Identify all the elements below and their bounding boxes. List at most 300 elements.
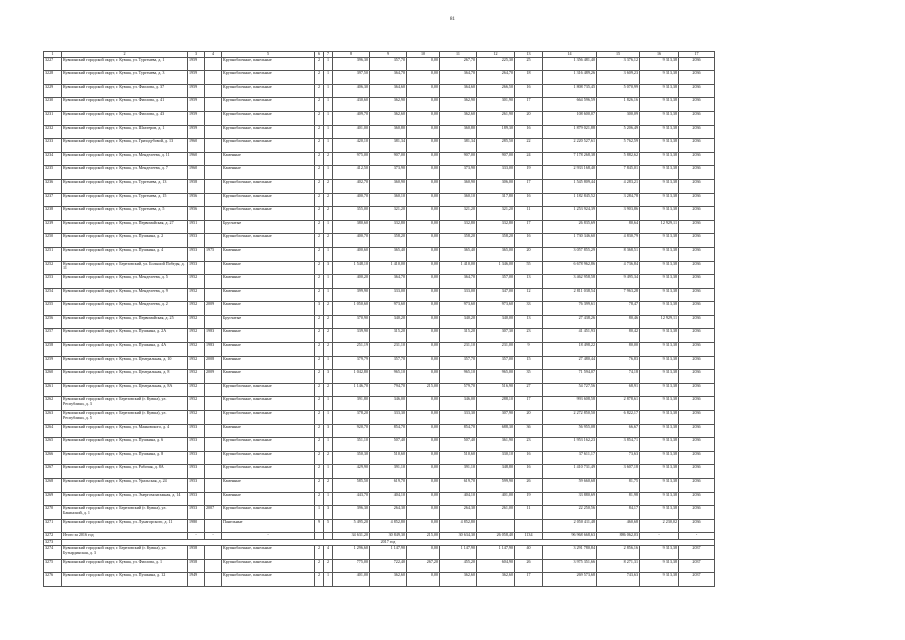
cell-t: 6 822,17	[597, 411, 640, 425]
cell-t: 76,83	[597, 356, 640, 370]
cell-t: 300,09	[597, 111, 640, 125]
cell-t: 84,17	[597, 506, 640, 520]
cell-e: 516,90	[477, 383, 515, 397]
cell-r: 13	[515, 315, 543, 329]
cell-r: 26	[515, 479, 543, 493]
cell-v: 2036	[679, 220, 715, 234]
cell-v: 2036	[679, 261, 715, 275]
cell-v: 2036	[679, 329, 715, 343]
table-row	[44, 84, 715, 98]
cell-n: 3265	[44, 438, 62, 452]
cell-y1: 1952	[188, 370, 205, 384]
cell-c: 0,00	[407, 451, 440, 465]
cell-e: 688,30	[477, 424, 515, 438]
cell-e: 285,50	[477, 139, 515, 153]
cell-en: 2	[324, 234, 333, 248]
cell-v: 2036	[679, 356, 715, 370]
total-cell-r: 1134	[515, 533, 543, 539]
cell-n: 3264	[44, 424, 62, 438]
cell-mat: Каменные	[222, 356, 315, 370]
cell-y2	[205, 220, 222, 234]
cell-a: 351,10	[333, 438, 370, 452]
cell-d: 907,00	[440, 152, 477, 166]
cell-b: 362,60	[370, 573, 407, 587]
cell-en: 1	[324, 125, 333, 139]
header-cell: 12	[477, 52, 515, 58]
cell-n: 3237	[44, 193, 62, 207]
cell-addr: Кувшинский городской округ, г. Кувша, ул. Менделеева, д. 7	[62, 166, 188, 180]
cell-n: 3258	[44, 343, 62, 357]
cell-e: 365,00	[477, 247, 515, 261]
cell-mat: Крупноблочные, панельные	[222, 193, 315, 207]
cell-fl: 2	[315, 207, 324, 221]
cell-v: 2037	[679, 573, 715, 587]
cell-t: 4 283,21	[597, 179, 640, 193]
cell-t: 74,18	[597, 370, 640, 384]
cell-t: 7 963,28	[597, 288, 640, 302]
cell-en: 1	[324, 411, 333, 425]
cell-c: 0,00	[407, 193, 440, 207]
cell-n: 3235	[44, 166, 62, 180]
header-cell: 2	[62, 52, 188, 58]
cell-v: 2036	[679, 84, 715, 98]
cell-d: 973,60	[440, 302, 477, 316]
cell-addr: Кувшинский городской округ, г. Кувша, ул. Пушкина, д. 4А	[62, 343, 188, 357]
cell-en: 2	[324, 559, 333, 573]
cell-r: 16	[515, 234, 543, 248]
cell-en: 2	[324, 193, 333, 207]
cell-e: 317,80	[477, 193, 515, 207]
cell-n: 3233	[44, 139, 62, 153]
cell-s: 1 356 481,40	[543, 57, 597, 71]
cell-y1: 1953	[188, 234, 205, 248]
cell-addr: Кувшинский городской округ, г. Кувша, ул. Первомайская, д. 27	[62, 220, 188, 234]
cell-a: 420,10	[333, 139, 370, 153]
cell-y1: 1959	[188, 71, 205, 85]
cell-e: 307,90	[477, 411, 515, 425]
cell-u: 9 313,38	[640, 479, 679, 493]
cell-en: 1	[324, 247, 333, 261]
cell-s: 3 291 780,84	[543, 546, 597, 560]
cell-a: 370,90	[333, 315, 370, 329]
cell-v: 2036	[679, 139, 715, 153]
cell-c: 0,00	[407, 179, 440, 193]
cell-a: 400,20	[333, 275, 370, 289]
cell-y1: 1956	[188, 193, 205, 207]
cell-a: 400,60	[333, 247, 370, 261]
cell-v: 2036	[679, 234, 715, 248]
cell-addr: Кувшинский городской округ, г. Кувша, ул. Менделеева, д. 5	[62, 275, 188, 289]
cell-d: 4 852,80	[440, 519, 477, 533]
cell-fl: 2	[315, 111, 324, 125]
cell-e: 599,90	[477, 479, 515, 493]
cell-addr: Кувшинский городской округ, г. Кувша, ул. Лунагорского, д. 11	[62, 519, 188, 533]
cell-s: 22 250,56	[543, 506, 597, 520]
cell-fl: 2	[315, 546, 324, 560]
cell-fl: 2	[315, 98, 324, 112]
cell-n: 3254	[44, 288, 62, 302]
cell-a: 399,90	[333, 288, 370, 302]
cell-s: 27 438,26	[543, 315, 597, 329]
cell-t: 5 882,62	[597, 152, 640, 166]
cell-fl: 2	[315, 84, 324, 98]
cell-a: 350,30	[333, 451, 370, 465]
table-row	[44, 139, 715, 153]
cell-y1: 1958	[188, 546, 205, 560]
cell-t: 743,63	[597, 573, 640, 587]
table-row	[44, 179, 715, 193]
cell-addr: Кувшинский городской округ, г. Березовский (г. Кувша), ул. Бутырдинская, д. 3	[62, 546, 188, 560]
table-row	[44, 370, 715, 384]
cell-y1: 1958	[188, 559, 205, 573]
cell-e: 357,00	[477, 275, 515, 289]
cell-d: 373,90	[440, 166, 477, 180]
cell-addr: Кувшинский городской округ, г. Березовский, ул. Большой Победы, д. 11	[62, 261, 188, 275]
cell-b: 4 852,80	[370, 519, 407, 533]
cell-en: 1	[324, 98, 333, 112]
cell-a: 412,50	[333, 166, 370, 180]
cell-c: 0,00	[407, 98, 440, 112]
cell-e: 261,00	[477, 506, 515, 520]
cell-fl: 9	[315, 519, 324, 533]
cell-b: 362,90	[370, 98, 407, 112]
cell-v: 2036	[679, 383, 715, 397]
cell-d: 362,90	[440, 98, 477, 112]
cell-a: 775,00	[333, 559, 370, 573]
cell-t: 66,67	[597, 424, 640, 438]
cell-a: 339,90	[333, 329, 370, 343]
cell-b: 332,80	[370, 220, 407, 234]
cell-v: 2036	[679, 247, 715, 261]
cell-v: 2036	[679, 179, 715, 193]
table-row	[44, 207, 715, 221]
year-section-label: 2017 год	[62, 539, 715, 545]
cell-a: 585,50	[333, 479, 370, 493]
cell-b: 340,20	[370, 315, 407, 329]
cell-y2	[205, 179, 222, 193]
cell-addr: Кувшинский городской округ, г. Кувша, ул. Пушкина, д. 4	[62, 247, 188, 261]
cell-en: 2	[324, 315, 333, 329]
cell-a: 430,60	[333, 98, 370, 112]
cell-c: 0,00	[407, 71, 440, 85]
cell-t: 3 376,12	[597, 57, 640, 71]
cell-fl: 2	[315, 370, 324, 384]
cell-t: 7 845,01	[597, 166, 640, 180]
cell-r: 19	[515, 166, 543, 180]
cell-v: 2036	[679, 479, 715, 493]
cell-v: 2036	[679, 465, 715, 479]
total-cell-b: 30 849,30	[370, 533, 407, 539]
cell-d: 346,00	[440, 397, 477, 411]
cell-u: 9 313,38	[640, 71, 679, 85]
cell-mat: Крупноблочные, панельные	[222, 57, 315, 71]
table-row	[44, 98, 715, 112]
cell-s: 1 808 735,45	[543, 84, 597, 98]
cell-mat: Крупноблочные, панельные	[222, 139, 315, 153]
cell-fl: 2	[315, 71, 324, 85]
cell-y1: 1952	[188, 329, 205, 343]
cell-n: 3257	[44, 329, 62, 343]
cell-d: 360,90	[440, 179, 477, 193]
cell-e: 306,00	[477, 179, 515, 193]
table-row	[44, 125, 715, 139]
cell-b: 907,00	[370, 152, 407, 166]
cell-n: 3255	[44, 302, 62, 316]
cell-d: 315,20	[440, 329, 477, 343]
table-row	[44, 559, 715, 573]
cell-e: 264,70	[477, 71, 515, 85]
table-row	[44, 383, 715, 397]
cell-r: 20	[515, 247, 543, 261]
cell-n: 3252	[44, 261, 62, 275]
cell-v: 2036	[679, 519, 715, 533]
cell-a: 251,19	[333, 343, 370, 357]
cell-e: 333,00	[477, 166, 515, 180]
cell-u: 9 313,38	[640, 193, 679, 207]
total-cell-n: 3272	[44, 533, 62, 539]
cell-fl: 2	[315, 438, 324, 452]
cell-t: 3 854,71	[597, 438, 640, 452]
cell-s: 3 057 855,29	[543, 247, 597, 261]
cell-n: 3230	[44, 98, 62, 112]
cell-fl: 2	[315, 220, 324, 234]
cell-fl: 2	[315, 193, 324, 207]
cell-y1: 1956	[188, 207, 205, 221]
cell-y2	[205, 125, 222, 139]
cell-r: 16	[515, 193, 543, 207]
cell-c: 0,00	[407, 573, 440, 587]
cell-e	[477, 519, 515, 533]
table-row	[44, 343, 715, 357]
cell-b: 364,70	[370, 275, 407, 289]
cell-t: 9 495,34	[597, 275, 640, 289]
cell-b: 794,70	[370, 383, 407, 397]
cell-mat: Каменные	[222, 329, 315, 343]
cell-a: 975,00	[333, 152, 370, 166]
cell-fl: 2	[315, 261, 324, 275]
cell-s: 1 253 924,39	[543, 207, 597, 221]
cell-c: 0,00	[407, 411, 440, 425]
table-row	[44, 193, 715, 207]
cell-t: 81,98	[597, 492, 640, 506]
cell-u: 9 313,38	[640, 139, 679, 153]
cell-c: 0,00	[407, 84, 440, 98]
header-cell: 10	[407, 52, 440, 58]
cell-c: 0,00	[407, 356, 440, 370]
cell-b: 321,20	[370, 207, 407, 221]
cell-e: 973,60	[477, 302, 515, 316]
cell-b: 1 147,90	[370, 546, 407, 560]
cell-c: 0,00	[407, 125, 440, 139]
cell-y1: 1952	[188, 275, 205, 289]
cell-s: 76 399,61	[543, 302, 597, 316]
cell-c: 0,00	[407, 465, 440, 479]
cell-fl: 2	[315, 275, 324, 289]
total-cell-c: 215,00	[407, 533, 440, 539]
cell-mat: Крупноблочные, панельные	[222, 397, 315, 411]
cell-n: 3262	[44, 397, 62, 411]
cell-t: 73,63	[597, 451, 640, 465]
cell-a: 402,70	[333, 179, 370, 193]
cell-addr: Кувшинский городской округ, г. Кувша, ул. Центральная, д. 8А	[62, 383, 188, 397]
cell-mat: Крупноблочные, панельные	[222, 451, 315, 465]
cell-addr: Кувшинский городской округ, г. Кувша, ул. Тургенева, д. 13	[62, 179, 188, 193]
cell-mat: Крупноблочные, панельные	[222, 207, 315, 221]
cell-c: 0,00	[407, 343, 440, 357]
cell-u: 9 313,38	[640, 111, 679, 125]
cell-mat: Крупноблочные, панельные	[222, 546, 315, 560]
cell-y2	[205, 71, 222, 85]
cell-fl: 2	[315, 424, 324, 438]
cell-t: 3 284,78	[597, 193, 640, 207]
cell-y2: 2009	[205, 302, 222, 316]
cell-y2	[205, 397, 222, 411]
cell-c: 0,00	[407, 234, 440, 248]
cell-e: 401,00	[477, 492, 515, 506]
table-row	[44, 329, 715, 343]
year-row-number: 3273	[44, 539, 62, 545]
cell-e: 307,30	[477, 329, 515, 343]
table-row	[44, 302, 715, 316]
cell-u: 9 313,38	[640, 559, 679, 573]
cell-d: 364,70	[440, 275, 477, 289]
cell-fl: 2	[315, 125, 324, 139]
cell-r: 19	[515, 492, 543, 506]
cell-e: 288,10	[477, 397, 515, 411]
cell-e: 1 346,00	[477, 261, 515, 275]
cell-e: 321,20	[477, 207, 515, 221]
cell-c: 0,00	[407, 288, 440, 302]
cell-s: 1 182 845,52	[543, 193, 597, 207]
table-row	[44, 465, 715, 479]
cell-n: 3227	[44, 57, 62, 71]
cell-addr: Кувшинский городской округ, г. Кувша, ул. Фиолова, д. 43	[62, 111, 188, 125]
cell-y1: 1951	[188, 220, 205, 234]
cell-fl: 2	[315, 139, 324, 153]
cell-n: 3251	[44, 247, 62, 261]
cell-a: 406,30	[333, 84, 370, 98]
cell-addr: Кувшинский городской округ, г. Кувша, ул. Пушкина, д. 6	[62, 438, 188, 452]
cell-y1: 1953	[188, 438, 205, 452]
cell-t: 8 271,31	[597, 559, 640, 573]
cell-r: 20	[515, 111, 543, 125]
cell-d: 854,70	[440, 424, 477, 438]
cell-en: 2	[324, 207, 333, 221]
cell-addr: Кувшинский городской округ, г. Кувша, ул. Фиолова, д. 41	[62, 98, 188, 112]
cell-en: 1	[324, 492, 333, 506]
cell-b: 360,90	[370, 179, 407, 193]
cell-s: 664 596,59	[543, 98, 597, 112]
cell-t: 3 607,18	[597, 465, 640, 479]
cell-d: 267,70	[440, 57, 477, 71]
cell-d: 321,20	[440, 207, 477, 221]
cell-r: 23	[515, 438, 543, 452]
cell-v: 2036	[679, 411, 715, 425]
cell-r: 16	[515, 84, 543, 98]
cell-en: 1	[324, 71, 333, 85]
cell-e: 340,00	[477, 315, 515, 329]
cell-addr: Кувшинский городской округ, г. Березовский (г. Кувша), ул. Бакинский, д. 1	[62, 506, 188, 520]
cell-en: 2	[324, 343, 333, 357]
cell-y1: 1958	[188, 179, 205, 193]
cell-n: 3269	[44, 492, 62, 506]
cell-c: 0,00	[407, 315, 440, 329]
cell-t: 5 070,99	[597, 84, 640, 98]
cell-u: 9 313,38	[640, 546, 679, 560]
cell-mat: Каменные	[222, 166, 315, 180]
cell-y1: 1952	[188, 383, 205, 397]
cell-fl: 2	[315, 411, 324, 425]
cell-en: 3	[324, 261, 333, 275]
total-cell-t: 886 062,03	[597, 533, 640, 539]
cell-en: 1	[324, 220, 333, 234]
cell-y1: 1953	[188, 492, 205, 506]
cell-y2	[205, 519, 222, 533]
cell-y1: 1953	[188, 451, 205, 465]
cell-u: 9 313,38	[640, 84, 679, 98]
cell-mat: Крупноблочные, панельные	[222, 84, 315, 98]
cell-d: 362,60	[440, 111, 477, 125]
cell-a: 400,70	[333, 234, 370, 248]
cell-y2	[205, 275, 222, 289]
cell-b: 391,10	[370, 465, 407, 479]
cell-en: 2	[324, 302, 333, 316]
cell-c: 0,00	[407, 479, 440, 493]
cell-fl: 2	[315, 573, 324, 587]
cell-mat: Каменные	[222, 343, 315, 357]
cell-fl: 2	[315, 451, 324, 465]
cell-mat: Крупноблочные, панельные	[222, 559, 315, 573]
cell-c: 0,00	[407, 166, 440, 180]
cell-mat: Панельные	[222, 519, 315, 533]
cell-s: 54 727,56	[543, 383, 597, 397]
cell-en: 1	[324, 139, 333, 153]
cell-b: 231,10	[370, 343, 407, 357]
cell-u: 9 313,38	[640, 179, 679, 193]
cell-b: 333,00	[370, 288, 407, 302]
cell-u: 9 313,38	[640, 288, 679, 302]
cell-r: 11	[515, 207, 543, 221]
table-row	[44, 220, 715, 234]
cell-addr: Кувшинский городской округ, г. Кувша, ул. Тургенева, д. 5	[62, 207, 188, 221]
cell-a: 400,70	[333, 193, 370, 207]
cell-e: 1 147,90	[477, 546, 515, 560]
cell-d: 333,30	[440, 411, 477, 425]
cell-r: 22	[515, 139, 543, 153]
cell-n: 3234	[44, 152, 62, 166]
cell-c: 0,00	[407, 492, 440, 506]
cell-en: 1	[324, 356, 333, 370]
cell-y2	[205, 207, 222, 221]
cell-s: 56 955,08	[543, 424, 597, 438]
cell-c: 0,00	[407, 261, 440, 275]
cell-fl: 2	[315, 57, 324, 71]
cell-b: 619,70	[370, 479, 407, 493]
total-cell-c3: -	[188, 533, 205, 539]
cell-v: 2036	[679, 125, 715, 139]
cell-a: 409,70	[333, 111, 370, 125]
cell-s: 269 573,68	[543, 573, 597, 587]
cell-y2	[205, 424, 222, 438]
cell-en: 1	[324, 84, 333, 98]
cell-s: 41 451,93	[543, 329, 597, 343]
cell-b: 1 410,00	[370, 261, 407, 275]
cell-t: 3 903,86	[597, 207, 640, 221]
cell-mat: Каменные	[222, 152, 315, 166]
cell-mat: Крупноблочные, панельные	[222, 383, 315, 397]
cell-c: 0,00	[407, 397, 440, 411]
cell-a: 397,50	[333, 71, 370, 85]
